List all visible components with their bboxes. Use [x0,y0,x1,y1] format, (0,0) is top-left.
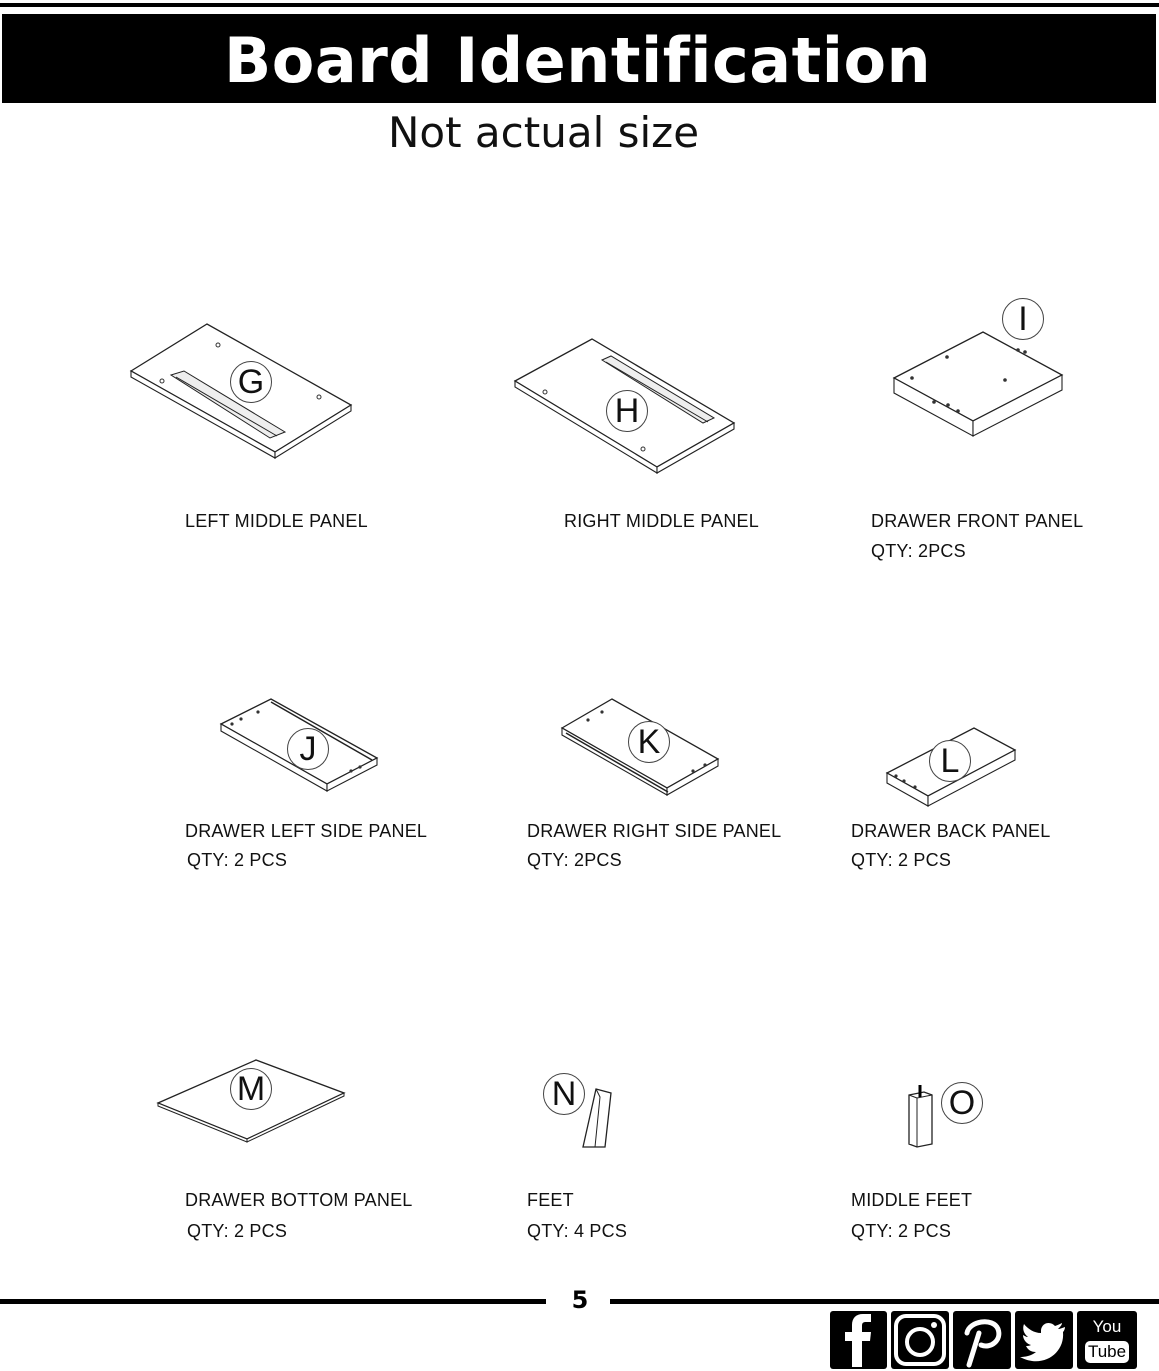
part-name-m: DRAWER BOTTOM PANEL [185,1190,413,1210]
instagram-icon[interactable] [891,1311,949,1369]
part-name-k: DRAWER RIGHT SIDE PANEL [527,821,782,841]
pinterest-icon[interactable] [953,1311,1011,1369]
part-letter-m: M [230,1068,272,1110]
part-qty-j: QTY: 2 PCS [187,850,288,870]
part-name-j: DRAWER LEFT SIDE PANEL [185,821,428,841]
part-name-l: DRAWER BACK PANEL [851,821,1051,841]
part-letter-o: O [941,1082,983,1124]
part-letter-h: H [606,390,648,432]
page-number: 5 [571,1286,589,1314]
part-name-g: LEFT MIDDLE PANEL [185,511,368,531]
part-letter-j: J [287,728,329,770]
youtube-text-top: You [1092,1317,1122,1336]
footer-rule-left [0,1299,546,1304]
part-qty-l: QTY: 2 PCS [851,850,952,870]
part-letter-n: N [543,1073,585,1115]
part-letter-i: I [1002,298,1044,340]
part-name-h: RIGHT MIDDLE PANEL [564,511,759,531]
part-qty-n: QTY: 4 PCS [527,1221,628,1241]
footer-rule-right [610,1299,1159,1304]
part-name-i: DRAWER FRONT PANEL [871,511,1084,531]
page-title: Board Identification [224,24,932,97]
part-qty-k: QTY: 2PCS [527,850,622,870]
twitter-icon[interactable] [1015,1311,1073,1369]
facebook-icon[interactable] [830,1311,887,1369]
part-letter-k: K [628,721,670,763]
page-subtitle: Not actual size [388,108,700,157]
youtube-icon[interactable] [1077,1311,1137,1369]
part-qty-o: QTY: 2 PCS [851,1221,952,1241]
part-qty-i: QTY: 2PCS [871,541,966,561]
part-name-n: FEET [527,1190,574,1210]
youtube-text-bottom: Tube [1087,1342,1127,1361]
part-name-o: MIDDLE FEET [851,1190,973,1210]
part-letter-l: L [929,740,971,782]
part-qty-m: QTY: 2 PCS [187,1221,288,1241]
part-letter-g: G [230,361,272,403]
